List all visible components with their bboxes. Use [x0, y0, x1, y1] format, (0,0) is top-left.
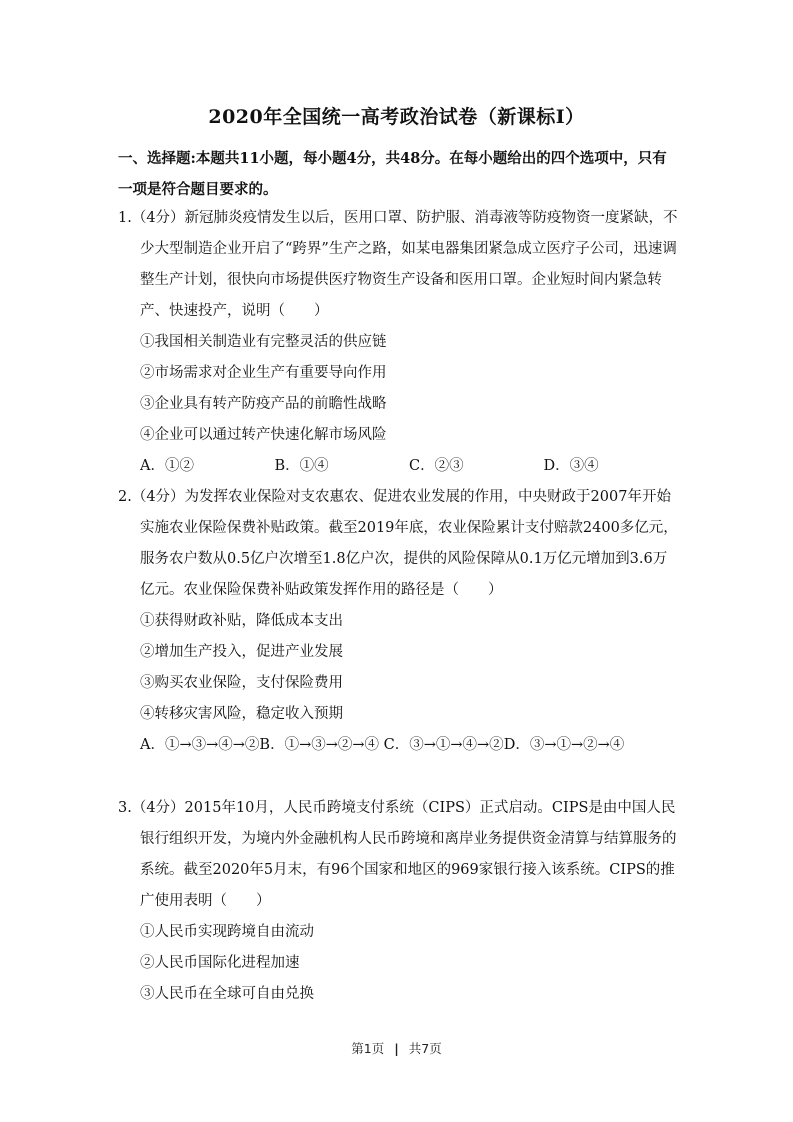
choice-b: B．①④ — [274, 458, 329, 474]
statement-option: ②人民币国际化进程加速 — [140, 955, 300, 971]
statement-option: ①人民币实现跨境自由流动 — [140, 924, 314, 940]
choice-a: A．①② — [140, 458, 194, 474]
statement-option: ①获得财政补贴，降低成本支出 — [140, 613, 343, 629]
choice-c: C．②③ — [409, 458, 464, 474]
choice-d: D．③④ — [543, 458, 599, 474]
question-1 — [118, 203, 678, 482]
question-stem: 3.（4分）2015年10月，人民币跨境支付系统（CIPS）正式启动。CIPS是由中国人民银行组织开发，为境内外金融机构人民币跨境和离岸业务提供资金清算与结算服务的系统。截至2020年5月末，有96个国家和地区的969家银行接入该系统。CIPS的推广使用表明（ ） — [118, 800, 677, 909]
exam-title: 2020年全国统一高考政治试卷（新课标Ⅰ） — [208, 106, 585, 128]
statement-option: ④企业可以通过转产快速化解市场风险 — [140, 427, 387, 443]
footer-separator: | — [394, 1041, 399, 1056]
choice-b: B．①→③→②→④ — [259, 737, 380, 753]
statement-option: ④转移灾害风险，稳定收入预期 — [140, 706, 343, 722]
page-number: 第1页 — [351, 1041, 385, 1056]
question-3 — [118, 793, 678, 1010]
question-2 — [118, 482, 678, 761]
answer-choices — [118, 730, 678, 761]
statement-option: ②市场需求对企业生产有重要导向作用 — [140, 365, 387, 381]
question-stem: 2.（4分）为发挥农业保险对支农惠农、促进农业发展的作用，中央财政于2007年开始实施农业保险保费补贴政策。截至2019年底，农业保险累计支付赔款2400多亿元，服务农户数从0.5亿户次增至1.8亿户次，提供的风险保障从0.1万亿元增加到3.6万亿元。农业保险保费补贴政策发挥作用的路径是（ ） — [118, 489, 678, 598]
question-stem: 1.（4分）新冠肺炎疫情发生以后，医用口罩、防护服、消毒液等防疫物资一度紧缺，不少大型制造企业开启了“跨界”生产之路，如某电器集团紧急成立医疗子公司，迅速调整生产计划，很快向市场提供医疗物资生产设备和医用口罩。企业短时间内紧急转产、快速投产，说明（ ） — [118, 210, 678, 319]
statement-option: ③人民币在全球可自由兑换 — [140, 986, 314, 1002]
statement-option: ②增加生产投入，促进产业发展 — [140, 644, 343, 660]
statement-option: ③购买农业保险，支付保险费用 — [140, 675, 343, 691]
section-heading: 一、选择题:本题共11小题，每小题4分，共48分。在每小题给出的四个选项中，只有一项是符合题目要求的。 — [118, 150, 667, 198]
choice-a: A．①→③→④→② — [140, 737, 260, 753]
page-footer — [0, 1039, 793, 1057]
choice-d: D．③→①→②→④ — [503, 737, 625, 753]
page-total: 共7页 — [408, 1041, 442, 1056]
answer-choices — [118, 451, 678, 482]
statement-option: ①我国相关制造业有完整灵活的供应链 — [140, 334, 387, 350]
choice-c: C．③→①→④→② — [383, 737, 504, 753]
statement-option: ③企业具有转产防疫产品的前瞻性战略 — [140, 396, 387, 412]
